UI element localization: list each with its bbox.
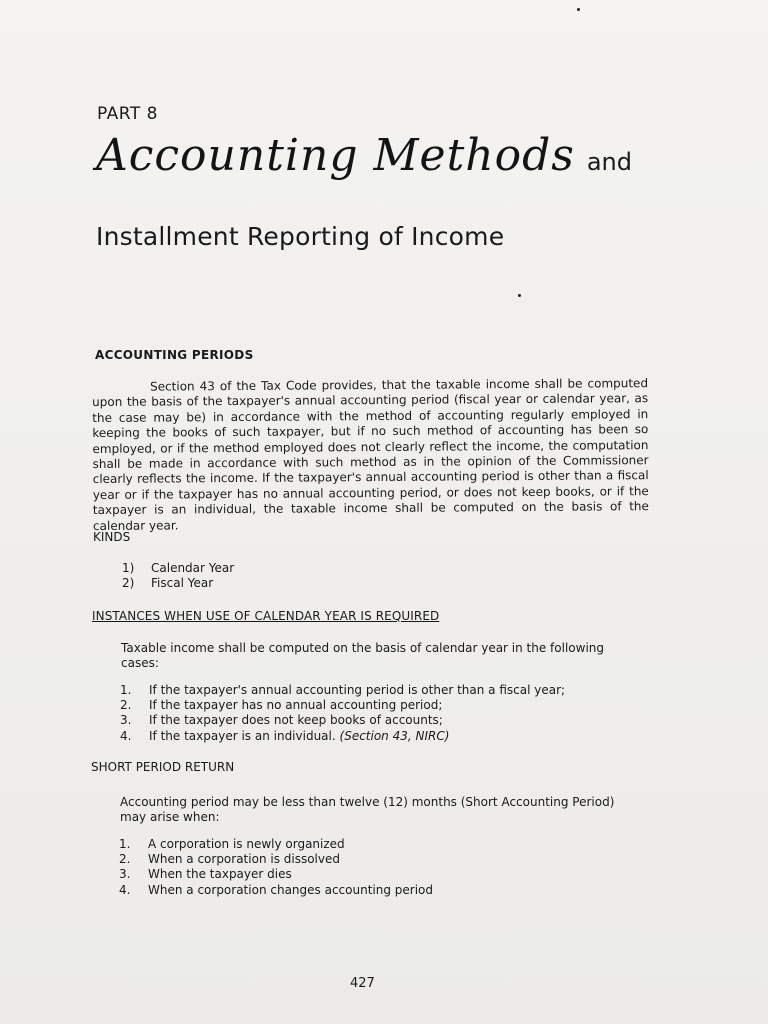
list-item	[120, 713, 565, 728]
list-item	[122, 576, 234, 591]
list-item-number: 1)	[122, 561, 135, 575]
chapter-title-and: and	[586, 148, 632, 176]
list-item-number: 1.	[119, 837, 131, 851]
list-item	[120, 729, 565, 744]
list-item-number: 4.	[120, 728, 132, 743]
calendar-required-intro: Taxable income shall be computed on the basis of calendar year in the following cases:	[121, 641, 605, 671]
short-period-list	[119, 837, 433, 898]
section-paragraph: Section 43 of the Tax Code provides, that the taxable income shall be computed upon the basis of the taxpayer's annual accounting period (fiscal year or calendar year, as the case may be) in accordance with the method of accounting regularly employed in keeping the books of such taxpayer, but if no such method of accounting has been so employed, or if the method employed does not clearly reflect the income, the computation shall be made in accordance with such method as in the opinion of the Commissioner clearly reflects the income. If the taxpayer's annual accounting period is other than a fiscal year or if the taxpayer has no annual accounting period, or does not keep books, or if the taxpayer is an individual, the taxable income shall be computed on the basis of the calendar year.	[92, 376, 649, 533]
list-item	[119, 837, 433, 852]
calendar-required-heading: INSTANCES WHEN USE OF CALENDAR YEAR IS REQUIRED	[92, 609, 440, 623]
list-item-number: 2.	[119, 852, 131, 867]
list-item-number: 2)	[122, 576, 135, 591]
short-period-intro: Accounting period may be less than twelve (12) months (Short Accounting Period) may arise when:	[120, 795, 615, 825]
list-item-number: 2.	[120, 698, 132, 713]
list-item-number: 4.	[119, 882, 131, 897]
calendar-required-list	[120, 683, 565, 744]
list-item-text: A corporation is newly organized	[148, 837, 345, 851]
list-item-text: If the taxpayer does not keep books of accounts;	[149, 713, 443, 728]
list-item-text: When a corporation is dissolved	[148, 852, 340, 867]
list-item-number: 3.	[120, 713, 132, 728]
list-item-number: 1.	[120, 683, 132, 697]
list-item	[122, 561, 234, 576]
list-item-text: Calendar Year	[151, 561, 235, 575]
scan-speck	[577, 8, 580, 11]
list-item	[119, 852, 433, 867]
kinds-list	[122, 561, 234, 591]
section-heading: ACCOUNTING PERIODS	[95, 348, 254, 362]
kinds-heading: KINDS	[93, 530, 131, 544]
list-item-text: When a corporation changes accounting period	[148, 882, 433, 897]
list-item	[120, 698, 565, 713]
list-item	[120, 683, 565, 698]
list-item-text: When the taxpayer dies	[148, 867, 292, 882]
page-number: 427	[350, 976, 375, 991]
chapter-title-line1	[96, 130, 632, 181]
chapter-title-line2: Installment Reporting of Income	[96, 222, 505, 251]
list-item-text: If the taxpayer's annual accounting period is other than a fiscal year;	[149, 683, 566, 697]
list-item	[119, 867, 433, 882]
citation: (Section 43, NIRC)	[339, 728, 450, 743]
list-item-number: 3.	[119, 867, 131, 882]
part-label: PART 8	[97, 104, 158, 124]
list-item-text: If the taxpayer is an individual.	[149, 728, 336, 743]
scan-speck	[518, 294, 521, 297]
list-item-text: Fiscal Year	[151, 576, 214, 591]
list-item	[119, 883, 433, 898]
chapter-title-script: Accounting Methods	[96, 130, 575, 181]
list-item-text: If the taxpayer has no annual accounting period;	[149, 698, 443, 713]
short-period-heading: SHORT PERIOD RETURN	[91, 760, 235, 774]
